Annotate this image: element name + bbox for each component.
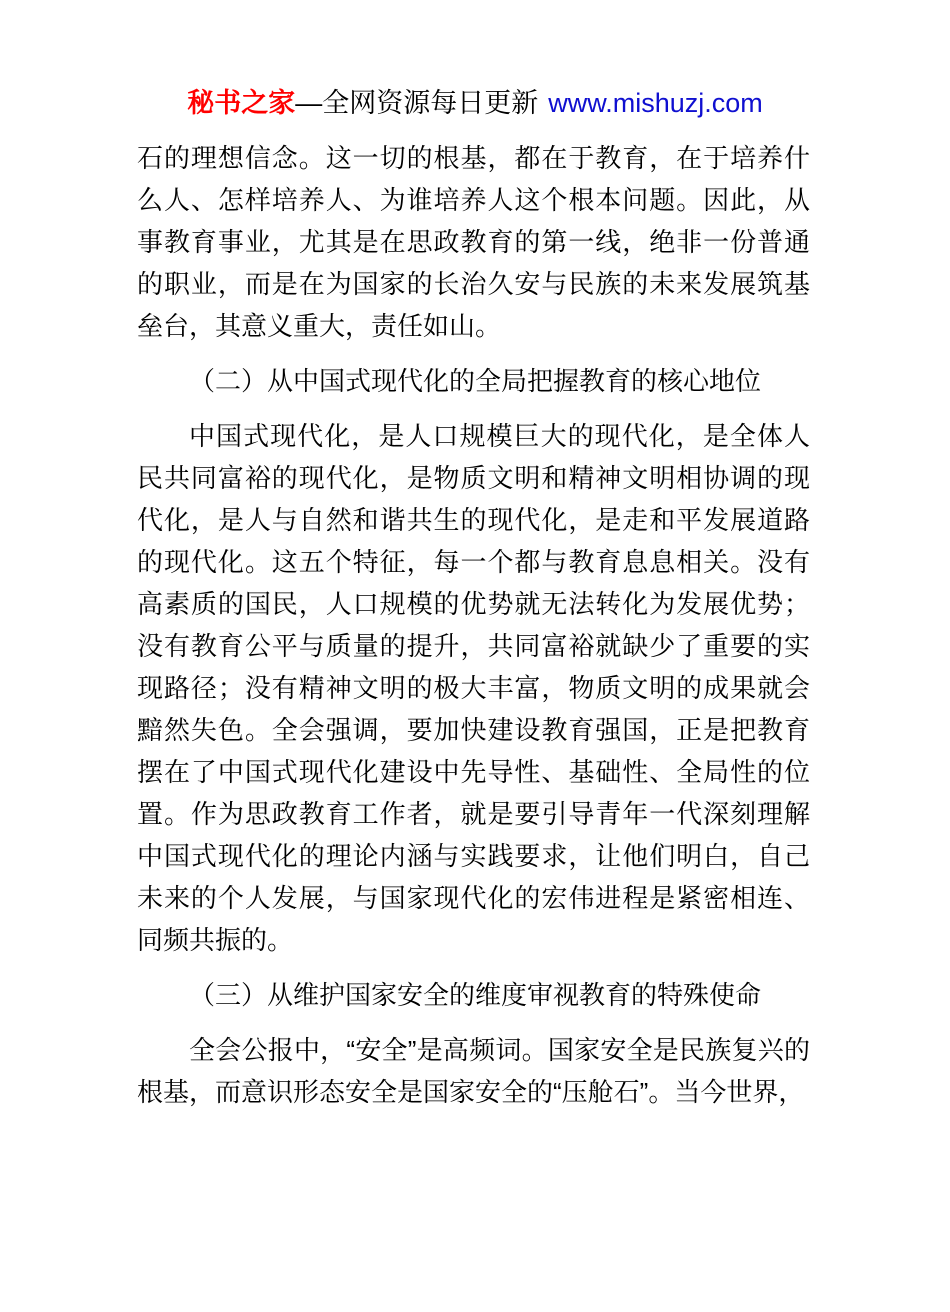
body-paragraph-security: 全会公报中，“安全”是高频词。国家安全是民族复兴的根基，而意识形态安全是国家安全的“压舱石”。当今世界，	[137, 1035, 810, 1107]
document-page	[0, 82, 950, 1312]
paragraph-continuation: 石的理想信念。这一切的根基，都在于教育，在于培养什么人、怎样培养人、为谁培养人这个根本问题。因此，从事教育事业，尤其是在思政教育的第一线，绝非一份普通的职业，而是在为国家的长治久安与民族的未来发展筑基垒台，其意义重大，责任如山。	[137, 143, 810, 341]
section-heading-3: （三）从维护国家安全的维度审视教育的特殊使命	[189, 980, 762, 1010]
document-body	[137, 137, 810, 1113]
section-heading-2: （二）从中国式现代化的全局把握教育的核心地位	[189, 366, 762, 396]
site-header	[0, 82, 950, 124]
site-url-link[interactable]: www.mishuzj.com	[548, 88, 763, 118]
header-tagline: —全网资源每日更新	[295, 88, 539, 118]
site-brand: 秘书之家	[187, 88, 296, 118]
body-paragraph-modernization: 中国式现代化，是人口规模巨大的现代化，是全体人民共同富裕的现代化，是物质文明和精神文明相协调的现代化，是人与自然和谐共生的现代化，是走和平发展道路的现代化。这五个特征，每一个都与教育息息相关。没有高素质的国民，人口规模的优势就无法转化为发展优势；没有教育公平与质量的提升，共同富裕就缺少了重要的实现路径；没有精神文明的极大丰富，物质文明的成果就会黯然失色。全会强调，要加快建设教育强国，正是把教育摆在了中国式现代化建设中先导性、基础性、全局性的位置。作为思政教育工作者，就是要引导青年一代深刻理解中国式现代化的理论内涵与实践要求，让他们明白，自己未来的个人发展，与国家现代化的宏伟进程是紧密相连、同频共振的。	[137, 421, 810, 955]
